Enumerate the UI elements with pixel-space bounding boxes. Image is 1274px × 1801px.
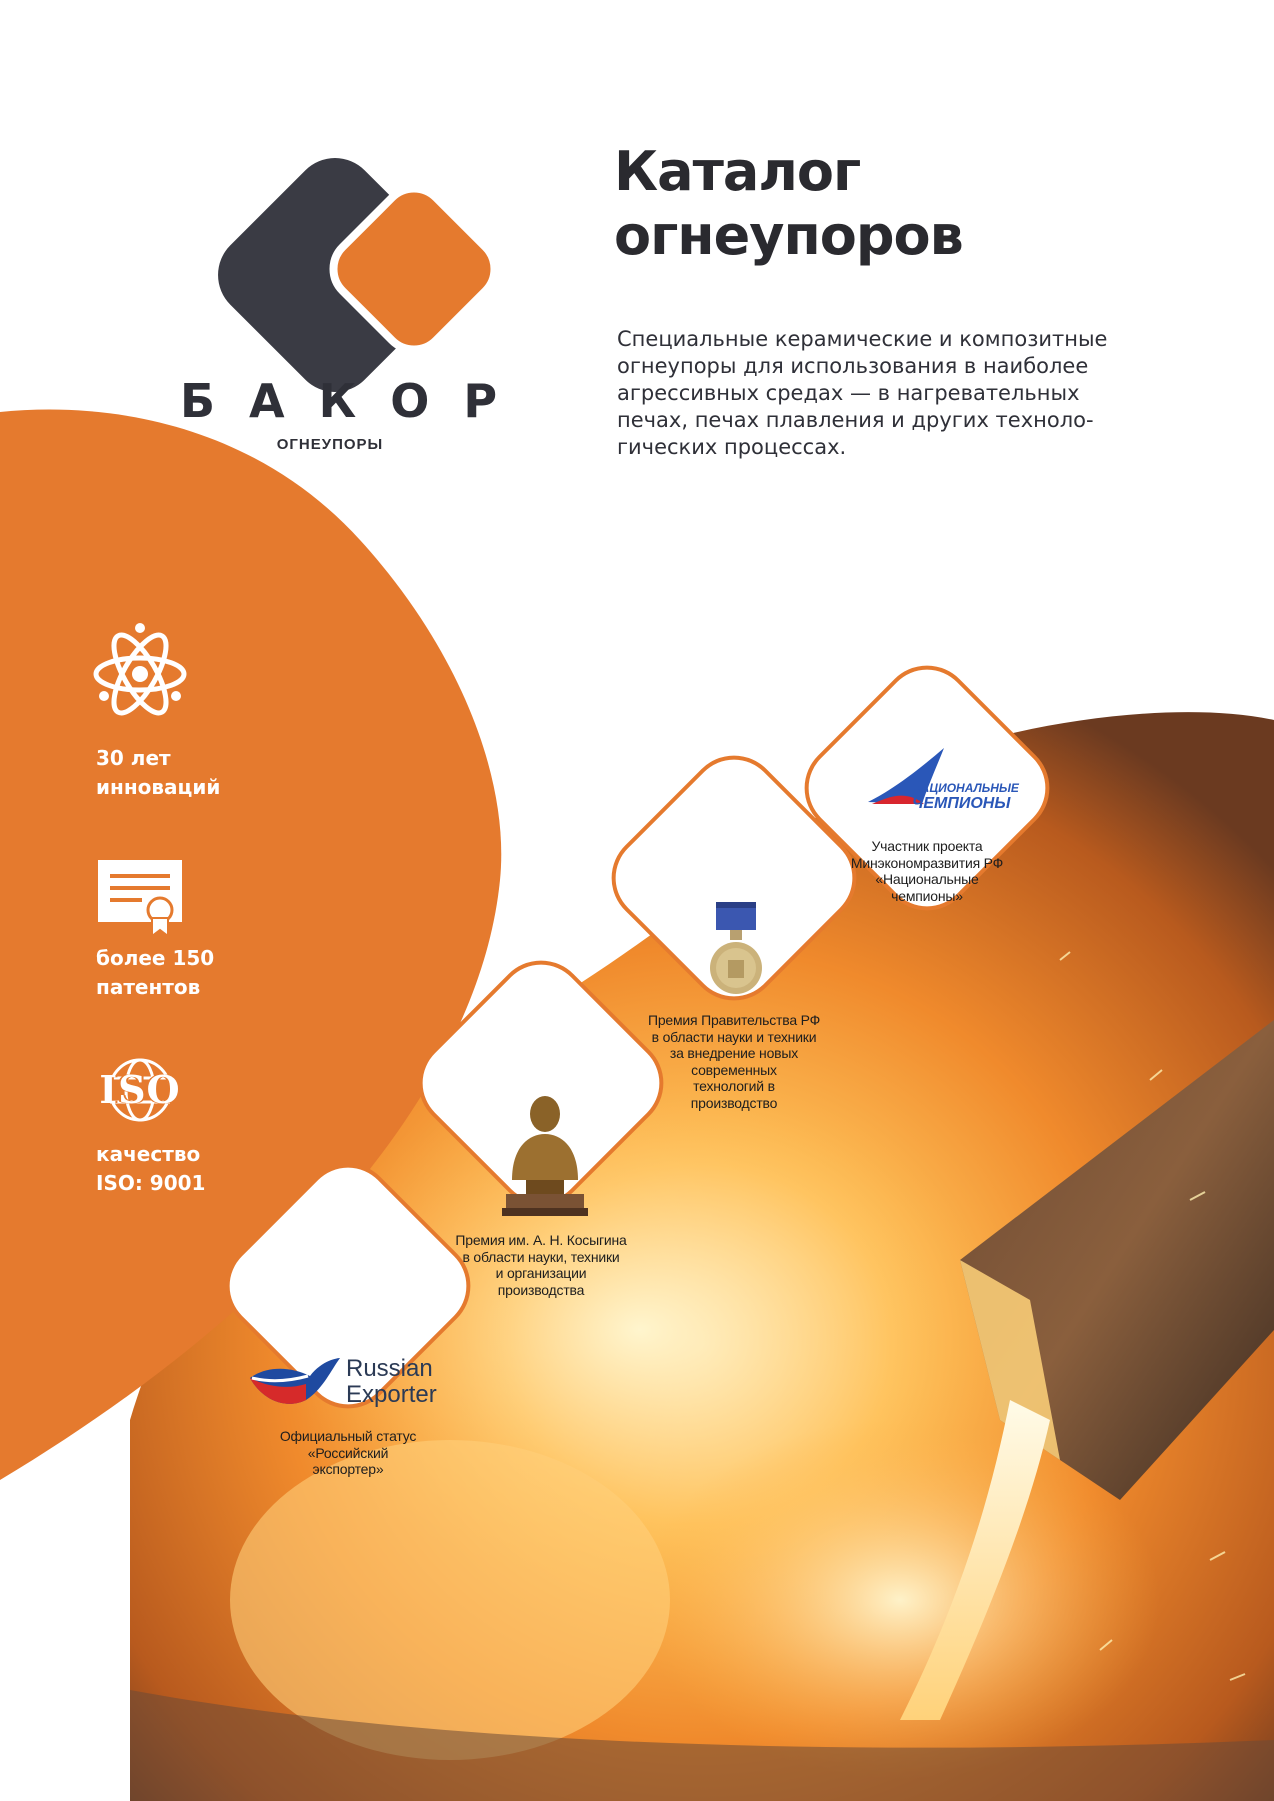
award-line: производство [690,1094,778,1111]
logo-line: Exporter [346,1381,437,1408]
intro-line: агрессивных средах — в нагревательных [617,381,1080,405]
feature-innovations [96,744,296,802]
feature-patents [96,944,296,1002]
award-line: чемпионы» [891,887,963,904]
award-line: в области науки и техники [651,1028,817,1045]
award-line: за внедрение новых [669,1045,799,1061]
iso-icon [92,1056,188,1124]
intro-line: Специальные керамические и композитные [617,327,1108,351]
award-kosygin [431,1232,651,1298]
award-line: «Национальные [875,871,979,887]
logo-subtitle: ОГНЕУПОРЫ [276,436,384,453]
award-line: Официальный статус [279,1428,417,1444]
award-national-champions [817,838,1037,904]
feature-line: более 150 [96,946,215,970]
feature-line: патентов [96,975,201,999]
award-line: технологий в [693,1078,775,1094]
iso-icon-text: ISO [99,1067,181,1112]
intro-line: печах, печах плавления и других техноло- [617,408,1094,432]
award-line: в области науки, техники [462,1248,620,1265]
title-line: Каталог [614,140,861,203]
national-champions-wordmark [912,782,1019,812]
feature-line: инноваций [96,775,221,799]
feature-line: ISO: 9001 [96,1171,206,1195]
award-line: современных [691,1061,777,1078]
intro-line: огнеупоры для использования в наиболее [617,354,1089,378]
award-line: Участник проекта [871,838,983,854]
atom-icon [92,622,188,726]
logo-line: НАЦИОНАЛЬНЫЕ [912,781,1019,795]
award-line: Премия Правительства РФ [647,1012,821,1028]
award-line: экспортер» [312,1461,384,1477]
certificate-icon [96,858,184,938]
page-title [614,140,1134,268]
award-line: производства [497,1281,585,1298]
title-line: огнеупоров [614,204,963,267]
award-line: «Российский [307,1444,389,1461]
bust-award-icon [500,1088,590,1218]
intro-paragraph [617,326,1187,461]
award-government [624,1012,844,1111]
logo-wordmark: БАКОР [180,374,532,428]
award-russian-exporter [238,1428,458,1478]
russian-exporter-logo [246,1356,342,1408]
award-line: и организации [495,1265,587,1281]
logo-line: Russian [346,1355,433,1382]
intro-line: гических процессах. [617,435,847,459]
medal-icon [710,900,762,1004]
feature-iso [96,1140,296,1198]
feature-line: качество [96,1142,201,1166]
logo-line: ЧЕМПИОНЫ [912,795,1011,812]
logo-mark [201,141,508,410]
feature-line: 30 лет [96,746,171,770]
award-line: Минэкономразвития РФ [850,854,1004,871]
russian-exporter-wordmark [346,1356,437,1408]
award-line: Премия им. А. Н. Косыгина [455,1232,627,1248]
